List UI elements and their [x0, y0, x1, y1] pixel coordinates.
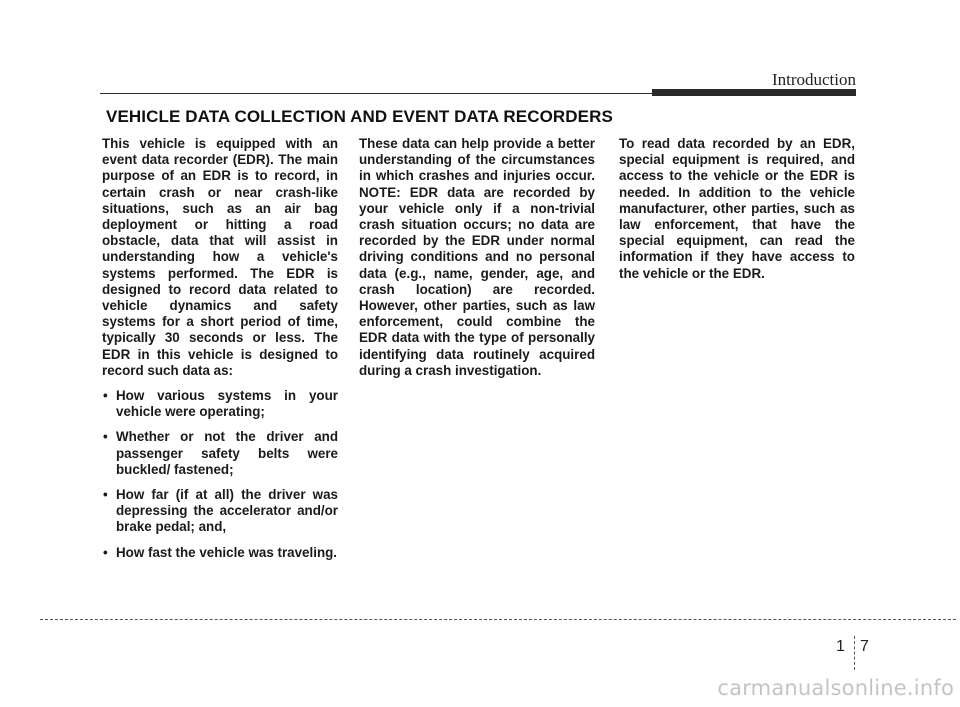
- header-rule-accent: [652, 89, 856, 96]
- footer-divider: [854, 636, 855, 670]
- chapter-number: 1: [836, 638, 845, 655]
- watermark: carmanualsonline.info: [717, 676, 954, 700]
- header-rule: [100, 93, 652, 94]
- footer-rule: [40, 619, 956, 620]
- page-number: 7: [860, 638, 869, 655]
- text-column-3: [619, 136, 855, 282]
- bullet-marker: •: [103, 487, 108, 503]
- chapter-title: Introduction: [771, 70, 856, 89]
- list-item: [102, 429, 338, 478]
- recorded-data-list: [102, 388, 338, 561]
- list-item: [102, 487, 338, 536]
- list-item: [102, 388, 338, 420]
- paragraph: To read data recorded by an EDR, special equipment is required, and access to the vehicle or the EDR is needed. In addition to the vehicle manufacturer, other parties, such as law enforcement, that have the special equipment, can read the information if they have access to the vehicle or the EDR.: [619, 136, 855, 281]
- list-item-text: How various systems in your vehicle were operating;: [116, 388, 338, 420]
- text-column-2: [359, 136, 595, 379]
- text-column-1: [102, 136, 338, 561]
- section-heading: VEHICLE DATA COLLECTION AND EVENT DATA RECORDERS: [106, 107, 613, 126]
- intro-paragraph: This vehicle is equipped with an event data recorder (EDR). The main purpose of an EDR is to record, in certain crash or near crash-like situations, such as an air bag deployment or hitting a road obstacle, data that will assist in understanding how a vehicle's systems performed. The EDR is designed to record data related to vehicle dynamics and safety systems for a short period of time, typically 30 seconds or less. The EDR in this vehicle is designed to record such data as:: [102, 136, 338, 378]
- paragraph: These data can help provide a better understanding of the circumstances in which crashes and injuries occur. NOTE: EDR data are recorded by your vehicle only if a non-trivial crash situation occurs; no data are recorded by the EDR under normal driving conditions and no personal data (e.g., name, gender, age, and crash location) are recorded. However, other parties, such as law enforcement, could combine the EDR data with the type of personally identifying data routinely acquired during a crash investigation.: [359, 136, 595, 378]
- list-item-text: How far (if at all) the driver was depressing the accelerator and/or brake pedal; and,: [116, 487, 338, 535]
- bullet-marker: •: [103, 388, 108, 404]
- list-item-text: Whether or not the driver and passenger safety belts were buckled/ fastened;: [116, 429, 338, 477]
- bullet-marker: •: [103, 544, 108, 560]
- bullet-marker: •: [103, 429, 108, 445]
- list-item-text: How fast the vehicle was traveling.: [116, 544, 338, 560]
- list-item: [102, 545, 338, 561]
